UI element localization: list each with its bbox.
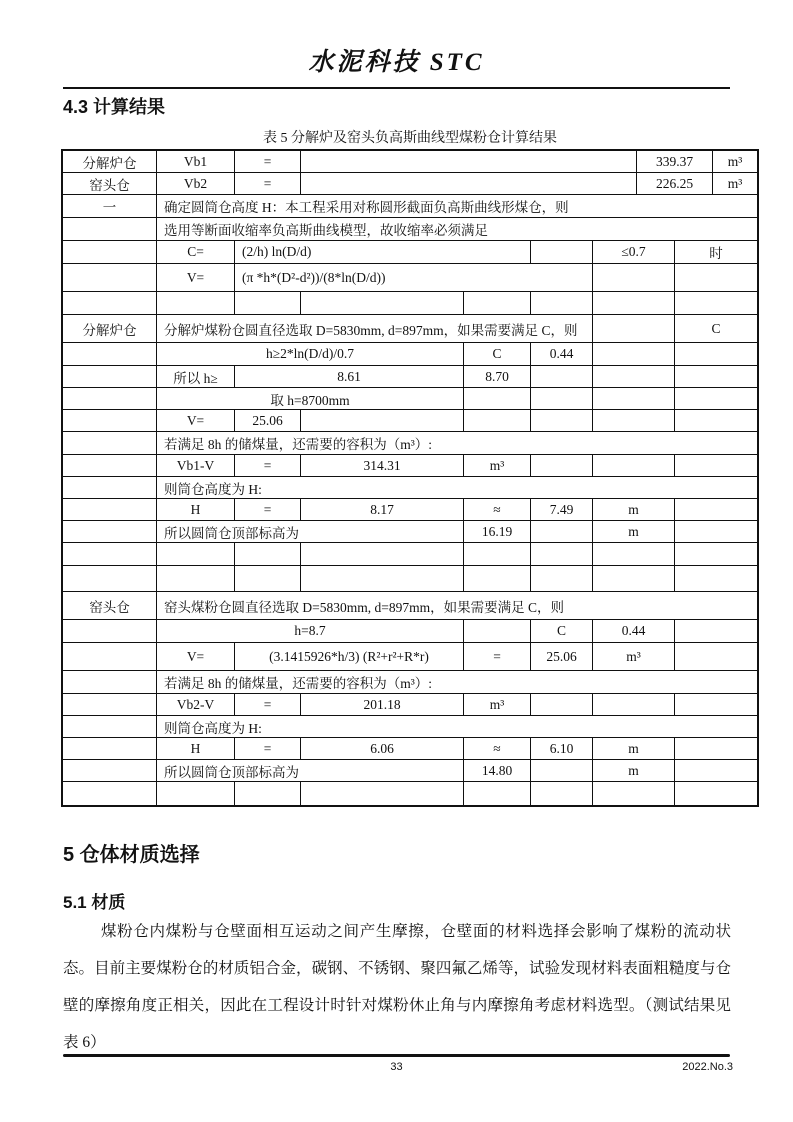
table-row — [63, 315, 757, 343]
table-cell — [235, 566, 301, 592]
table-cell — [531, 410, 593, 432]
table-cell — [675, 543, 757, 566]
table-cell: 若满足 8h 的储煤量，还需要的容积为（m³）: — [157, 432, 757, 455]
table-cell: 确定圆筒仓高度 H：本工程采用对称圆形截面负高斯曲线形煤仓，则 — [157, 195, 757, 218]
table-cell — [235, 292, 301, 315]
table-cell: 选用等断面收缩率负高斯曲线模型，故收缩率必须满足 — [157, 218, 757, 241]
table-cell — [63, 388, 157, 410]
table-cell — [63, 343, 157, 366]
table-row — [63, 241, 757, 264]
table-cell — [63, 455, 157, 477]
table-cell: = — [464, 643, 531, 671]
table-row — [63, 592, 757, 620]
table-row — [63, 643, 757, 671]
table-cell: m³ — [713, 151, 757, 173]
table-cell: 分解炉仓 — [63, 315, 157, 343]
table-cell: h=8.7 — [157, 620, 464, 643]
table-cell — [63, 218, 157, 241]
table-cell — [593, 455, 675, 477]
table-cell — [235, 543, 301, 566]
table-cell: m³ — [593, 643, 675, 671]
table-row — [63, 388, 757, 410]
table-cell — [675, 738, 757, 760]
table-cell — [593, 292, 675, 315]
table-row — [63, 760, 757, 782]
table-cell: = — [235, 694, 301, 716]
table-cell — [593, 388, 675, 410]
table-cell: 7.49 — [531, 499, 593, 521]
table-cell — [63, 366, 157, 388]
table-row — [63, 343, 757, 366]
table-cell: 0.44 — [531, 343, 593, 366]
table-cell — [63, 499, 157, 521]
table-row — [63, 716, 757, 738]
table-cell — [531, 292, 593, 315]
table-cell: 一 — [63, 195, 157, 218]
table-cell: (2/h) ln(D/d) — [235, 241, 531, 264]
table-cell — [63, 694, 157, 716]
table-cell — [63, 410, 157, 432]
table-cell — [157, 566, 235, 592]
table-row — [63, 694, 757, 716]
table-5-caption: 表 5 分解炉及窑头负高斯曲线型煤粉仓计算结果 — [263, 131, 557, 146]
table-cell: ≤0.7 — [593, 241, 675, 264]
table-row — [63, 432, 757, 455]
table-cell — [301, 543, 464, 566]
table-cell: 若满足 8h 的储煤量，还需要的容积为（m³）: — [157, 671, 757, 694]
table-cell — [531, 760, 593, 782]
table-cell — [301, 151, 637, 173]
table-cell: m³ — [464, 455, 531, 477]
table-cell: 则筒仓高度为 H: — [157, 477, 757, 499]
table-cell — [301, 410, 464, 432]
table-row — [63, 782, 757, 805]
table-cell — [63, 620, 157, 643]
table-cell — [464, 620, 531, 643]
table-cell: 分解炉仓 — [63, 151, 157, 173]
table-cell — [593, 264, 675, 292]
header-rule — [63, 87, 730, 89]
table-cell — [63, 432, 157, 455]
table-cell — [675, 521, 757, 543]
table-row — [63, 292, 757, 315]
table-cell — [301, 292, 464, 315]
table-cell — [531, 782, 593, 805]
table-cell: C — [675, 315, 757, 343]
table-cell — [531, 455, 593, 477]
table-cell: V= — [157, 410, 235, 432]
table-cell: Vb2-V — [157, 694, 235, 716]
table-cell — [675, 366, 757, 388]
table-cell — [63, 643, 157, 671]
table-row — [63, 218, 757, 241]
table-cell — [675, 388, 757, 410]
table-cell: (π *h*(D²-d²))/(8*ln(D/d)) — [235, 264, 593, 292]
table-cell: C — [464, 343, 531, 366]
table-cell — [63, 716, 157, 738]
table-row — [63, 671, 757, 694]
table-cell: 6.10 — [531, 738, 593, 760]
table-row — [63, 543, 757, 566]
journal-issue: 2022.No.3 — [682, 1061, 733, 1073]
table-cell: = — [235, 151, 301, 173]
table-row — [63, 738, 757, 760]
table-cell — [63, 477, 157, 499]
table-row — [63, 566, 757, 592]
table-cell: V= — [157, 643, 235, 671]
table-cell: 所以圆筒仓顶部标高为 — [157, 521, 464, 543]
table-cell — [63, 738, 157, 760]
table-cell: H — [157, 738, 235, 760]
table-cell: = — [235, 499, 301, 521]
table-cell — [675, 292, 757, 315]
table-cell — [531, 694, 593, 716]
table-cell — [531, 566, 593, 592]
table-cell: 8.70 — [464, 366, 531, 388]
table-cell — [235, 782, 301, 805]
table-cell: 16.19 — [464, 521, 531, 543]
table-cell — [464, 543, 531, 566]
table-cell: Vb1 — [157, 151, 235, 173]
table-cell: 25.06 — [235, 410, 301, 432]
table-cell: 则筒仓高度为 H: — [157, 716, 757, 738]
table-cell — [531, 388, 593, 410]
table-cell — [301, 173, 637, 195]
table-cell: m — [593, 499, 675, 521]
table-cell: 分解炉煤粉仓圆直径选取 D=5830mm, d=897mm，如果需要满足 C，则 — [157, 315, 593, 343]
table-cell: 时 — [675, 241, 757, 264]
table-cell: m³ — [464, 694, 531, 716]
table-cell — [675, 343, 757, 366]
table-cell: 所以 h≥ — [157, 366, 235, 388]
table-row — [63, 410, 757, 432]
footer-rule — [63, 1054, 730, 1057]
table-cell: h≥2*ln(D/d)/0.7 — [157, 343, 464, 366]
table-cell — [675, 643, 757, 671]
table-cell — [301, 566, 464, 592]
table-cell — [675, 410, 757, 432]
table-cell: 8.17 — [301, 499, 464, 521]
table-cell — [675, 455, 757, 477]
table-cell — [464, 566, 531, 592]
table-cell — [301, 782, 464, 805]
table-cell: m — [593, 738, 675, 760]
table-cell — [157, 543, 235, 566]
page-number: 33 — [390, 1061, 403, 1073]
table-cell: 226.25 — [637, 173, 713, 195]
table-cell — [675, 694, 757, 716]
table-cell — [675, 620, 757, 643]
table-row — [63, 499, 757, 521]
table-cell — [593, 543, 675, 566]
table-cell — [675, 499, 757, 521]
table-cell: 窑头煤粉仓圆直径选取 D=5830mm, d=897mm，如果需要满足 C，则 — [157, 592, 757, 620]
table-cell: 25.06 — [531, 643, 593, 671]
table-cell — [531, 543, 593, 566]
table-cell — [157, 292, 235, 315]
table-cell — [63, 671, 157, 694]
table-cell — [675, 264, 757, 292]
table-cell — [531, 366, 593, 388]
journal-title: 水泥科技 STC — [308, 49, 485, 76]
table-cell — [675, 782, 757, 805]
table-cell — [63, 292, 157, 315]
table-cell — [464, 410, 531, 432]
table-row — [63, 195, 757, 218]
table-cell — [675, 566, 757, 592]
table-row — [63, 264, 757, 292]
body-paragraph: 煤粉仓内煤粉与仓壁面相互运动之间产生摩擦，仓壁面的材料选择会影响了煤粉的流动状态。目前主要煤粉仓的材质铝合金，碳钢、不锈钢、聚四氟乙烯等，试验发现材料表面粗糙度与仓壁的摩擦角度正相关，因此在工程设计时针对煤粉休止角与内摩擦角考虑材料选型。（测试结果见表 6） — [63, 923, 731, 1051]
table-row — [63, 151, 757, 173]
table-cell — [63, 566, 157, 592]
table-cell: 0.44 — [593, 620, 675, 643]
table-cell — [63, 241, 157, 264]
table-cell — [593, 410, 675, 432]
table-cell: 14.80 — [464, 760, 531, 782]
table-row — [63, 366, 757, 388]
table-cell: 8.61 — [235, 366, 464, 388]
table-cell: 314.31 — [301, 455, 464, 477]
table-cell — [464, 388, 531, 410]
table-row — [63, 455, 757, 477]
section-5-heading: 5 仓体材质选择 — [63, 844, 200, 866]
table-cell — [675, 760, 757, 782]
table-row — [63, 620, 757, 643]
table-cell: ≈ — [464, 738, 531, 760]
table-row — [63, 477, 757, 499]
table-cell — [63, 264, 157, 292]
section-4-3-heading: 4.3 计算结果 — [63, 97, 166, 117]
calculation-table — [61, 149, 759, 807]
table-cell: = — [235, 738, 301, 760]
table-cell: V= — [157, 264, 235, 292]
table-cell — [63, 521, 157, 543]
table-cell: (3.1415926*h/3) (R²+r²+R*r) — [235, 643, 464, 671]
table-cell: m — [593, 521, 675, 543]
table-cell — [593, 315, 675, 343]
table-cell — [531, 241, 593, 264]
table-cell: 6.06 — [301, 738, 464, 760]
table-cell: C — [531, 620, 593, 643]
table-cell: 201.18 — [301, 694, 464, 716]
table-cell: H — [157, 499, 235, 521]
table-cell — [593, 694, 675, 716]
table-cell: 所以圆筒仓顶部标高为 — [157, 760, 464, 782]
section-5-1-heading: 5.1 材质 — [63, 893, 126, 912]
table-cell: m³ — [713, 173, 757, 195]
table-cell: C= — [157, 241, 235, 264]
table-cell: 取 h=8700mm — [157, 388, 464, 410]
table-cell — [63, 760, 157, 782]
table-cell: 窑头仓 — [63, 592, 157, 620]
table-cell: = — [235, 455, 301, 477]
table-cell: = — [235, 173, 301, 195]
table-cell — [593, 343, 675, 366]
table-row — [63, 521, 757, 543]
table-cell: Vb1-V — [157, 455, 235, 477]
table-cell: 339.37 — [637, 151, 713, 173]
table-row — [63, 173, 757, 195]
table-cell — [593, 366, 675, 388]
table-cell: ≈ — [464, 499, 531, 521]
table-cell — [593, 782, 675, 805]
table-cell — [464, 782, 531, 805]
table-cell — [464, 292, 531, 315]
table-cell — [531, 521, 593, 543]
table-cell: 窑头仓 — [63, 173, 157, 195]
table-cell — [63, 782, 157, 805]
table-cell — [63, 543, 157, 566]
table-cell — [593, 566, 675, 592]
table-cell: Vb2 — [157, 173, 235, 195]
table-cell: m — [593, 760, 675, 782]
table-cell — [157, 782, 235, 805]
